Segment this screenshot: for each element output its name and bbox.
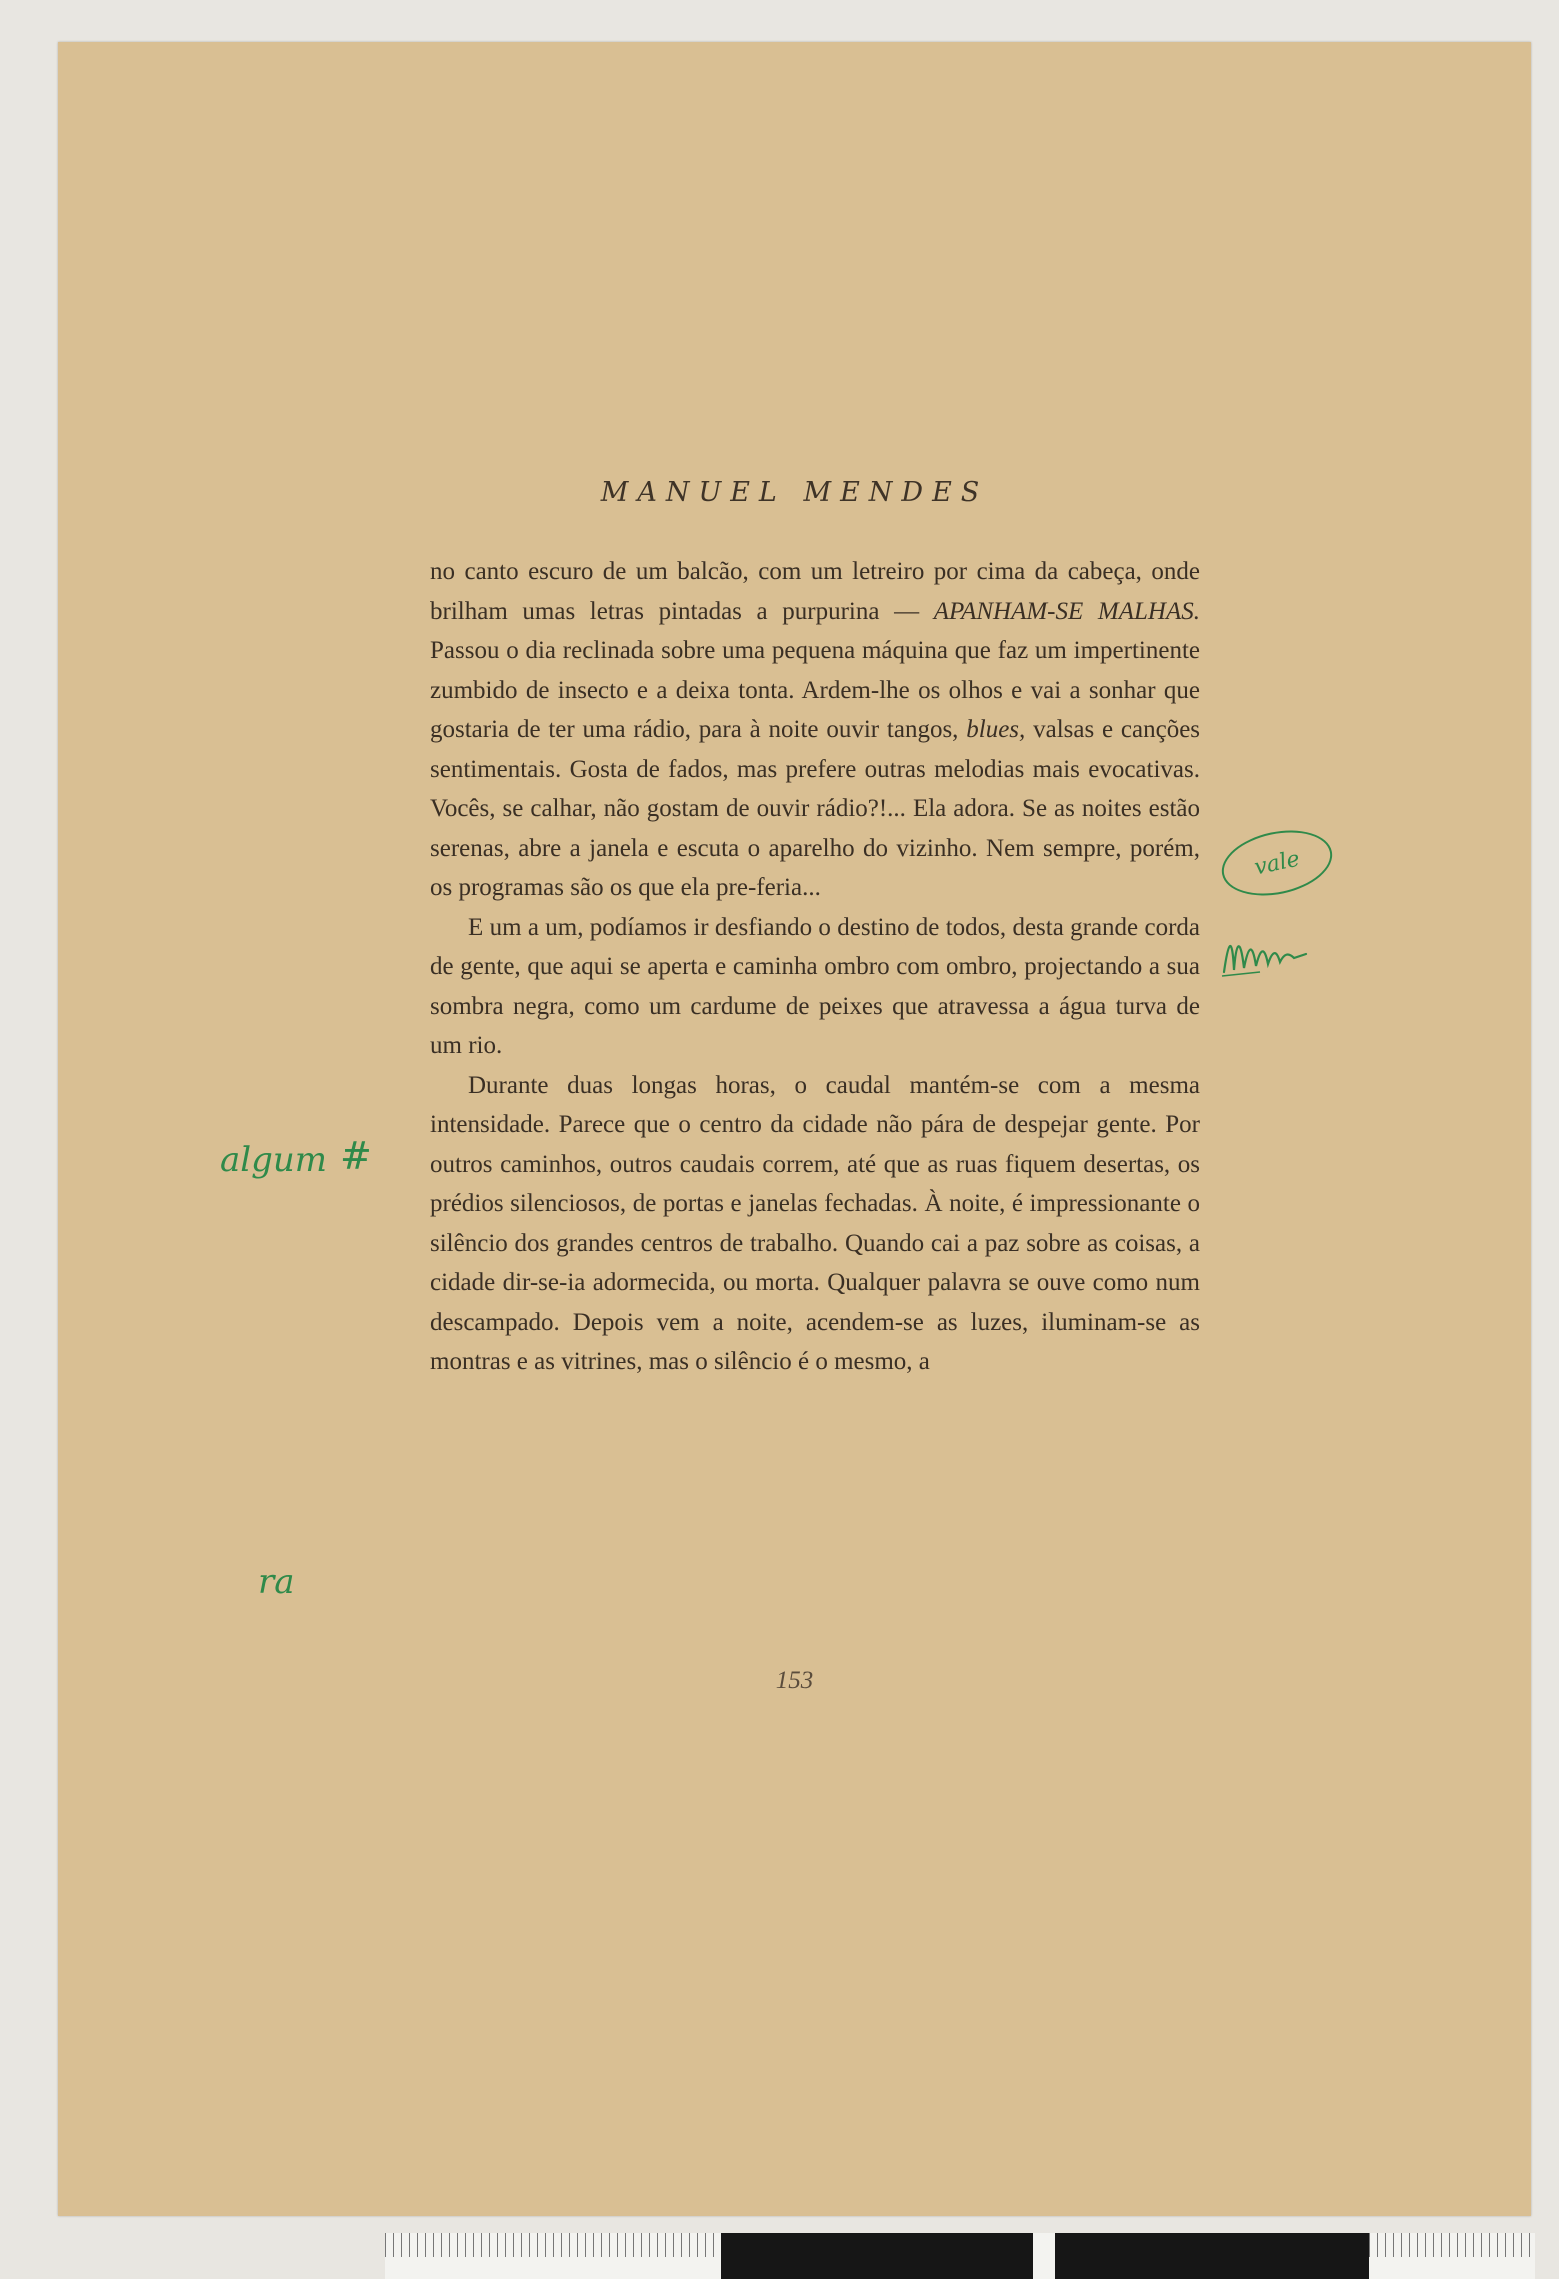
- ruler-black-block-2: [1055, 2233, 1369, 2279]
- ruler-ticks-right: [1369, 2233, 1535, 2257]
- margin-note-oval: [1216, 821, 1338, 905]
- page-number: 153: [775, 1667, 814, 1694]
- margin-scribble-icon: [1220, 924, 1310, 984]
- scale-ruler: [385, 2233, 1535, 2279]
- margin-note-vale: vale: [1252, 846, 1302, 880]
- running-header: MANUEL MENDES: [600, 477, 989, 508]
- paragraph-1-text-b: Passou o dia reclinada sobre uma pequena máquina que faz um impertinente zumbido de insecto e a deixa tonta. Ardem-lhe os olhos e vai a sonhar que gostaria de ter uma rádio, para à noite ouvir tangos,: [430, 637, 1200, 743]
- body-text: [430, 552, 1200, 1382]
- paragraph-1-text-c: valsas e canções sentimentais. Gosta de fados, mas prefere outras melodias mais evocativas. Vocês, se calhar, não gostam de ouvir rádio?!... Ela adora. Se as noites estão serenas, abre a janela e escuta o aparelho do vizinho. Nem sempre, porém, os programas são os que ela pre-feria...: [430, 716, 1201, 901]
- paragraph-2: E um a um, podíamos ir desfiando o destino de todos, desta grande corda de gente, que aqui se aperta e caminha ombro com ombro, projectando a sua sombra negra, como um cardume de peixes que atravessa a água turva de um rio.: [430, 913, 1200, 1059]
- document-page: [58, 42, 1531, 2216]
- paragraph-1: [430, 552, 1200, 908]
- paragraph-3: Durante duas longas horas, o caudal mantém-se com a mesma intensidade. Parece que o centro da cidade não pára de despejar gente. Por outros caminhos, outros caudais correm, até que as ruas fiquem desertas, os prédios silenciosos, de portas e janelas fechadas. À noite, é impressionante o silêncio dos grandes centros de trabalho. Quando cai a paz sobre as coisas, a cidade dir-se-ia adormecida, ou morta. Qualquer palavra se ouve como num descampado. Depois vem a noite, acendem-se as luzes, iluminam-se as montras e as vitrines, mas o silêncio é o mesmo, a: [430, 1071, 1200, 1375]
- paragraph-1-italic-blues: blues,: [966, 716, 1026, 743]
- ruler-ticks-left: [385, 2233, 721, 2257]
- margin-note-ra: ra: [258, 1562, 295, 1602]
- margin-mark-hash: #: [340, 1134, 372, 1178]
- ruler-black-block-1: [721, 2233, 1033, 2279]
- paragraph-1-italic-sign: APANHAM-SE MALHAS.: [933, 597, 1200, 625]
- paragraph-1-text-a: no canto escuro de um balcão, com um letreiro por cima da cabeça, onde brilham umas letras pintadas a purpurina —: [430, 558, 1200, 625]
- margin-note-algum: algum: [220, 1140, 328, 1180]
